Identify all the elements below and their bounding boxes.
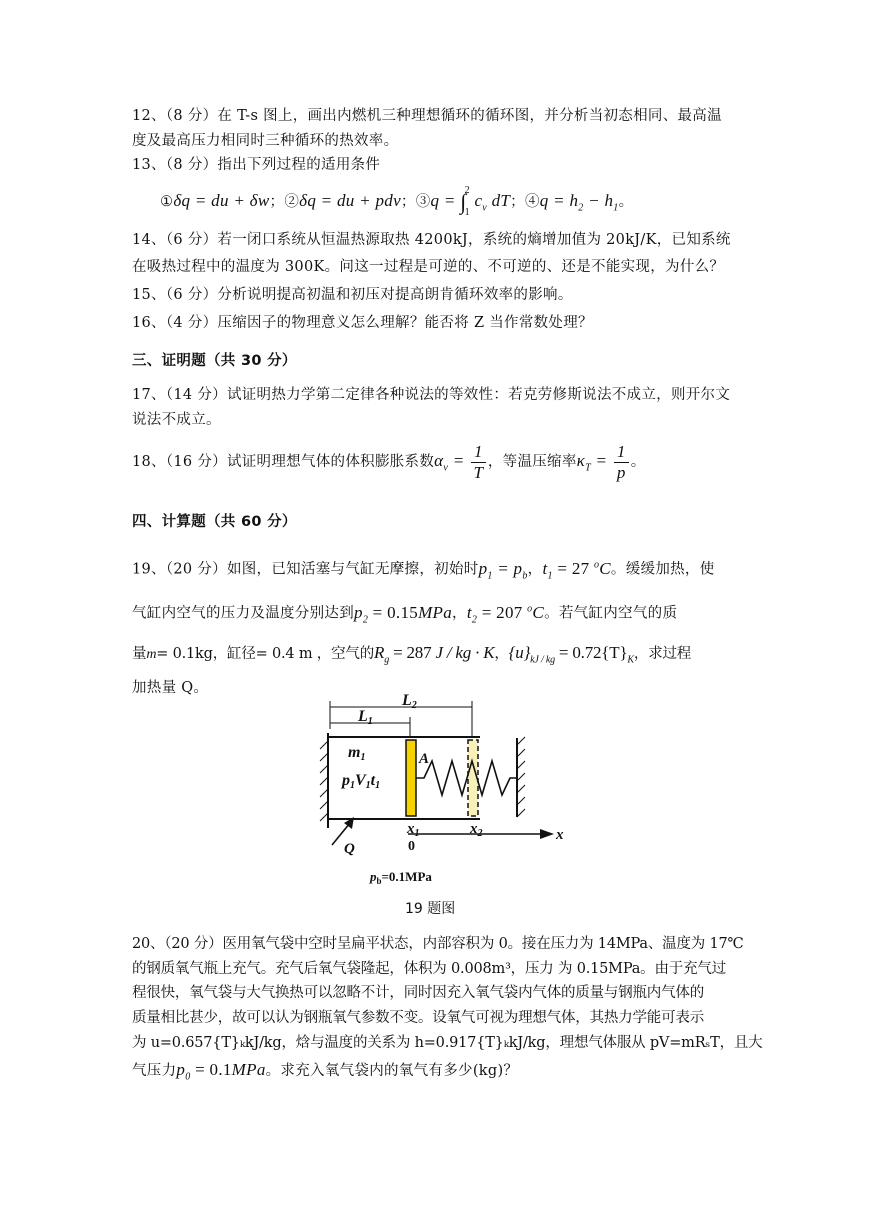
fraction-1-over-p <box>614 442 629 483</box>
q20-text: 气压力 <box>132 1063 177 1079</box>
formula-mark-1: ① <box>160 194 174 210</box>
q19-text: 19、（20 分）如图，已知活塞与气缸无摩擦，初始时 <box>132 561 479 578</box>
kappa-symbol: κ <box>576 451 586 470</box>
formula-1: δq = du + δw <box>173 191 270 210</box>
q14-line2: 在吸热过程中的温度为 300K。问这一过程是可逆的、不可逆的、还是不能实现，为什么？ <box>132 259 725 275</box>
q19-math <box>542 558 611 582</box>
label-x2: $x_2$ <box>470 821 483 839</box>
integral-lower: 1 <box>464 207 470 219</box>
m: MPa <box>231 1060 266 1079</box>
m: C <box>532 602 545 622</box>
label-x-axis: x <box>556 827 564 843</box>
q19-math <box>478 558 528 582</box>
right-wall-hatch <box>517 737 525 817</box>
m: t <box>466 602 472 622</box>
formula-3-body: c <box>474 191 483 210</box>
m: MPa <box>418 602 453 622</box>
alpha-sub: v <box>443 462 449 474</box>
m: C <box>599 558 611 578</box>
m: m <box>146 647 157 662</box>
m: = 0.72{T} <box>554 643 628 662</box>
m: p <box>176 1060 186 1079</box>
label-zero: 0 <box>408 839 415 854</box>
formula-2: δq = du + pdv <box>299 191 401 210</box>
piston-x1 <box>406 740 416 816</box>
q20-line6 <box>132 1060 518 1087</box>
frac-numerator: 1 <box>471 442 486 463</box>
s: 2 <box>471 614 478 626</box>
q16-line1: 16、（4 分）压缩因子的物理意义怎么理解？能否将 Z 当作常数处理？ <box>132 315 593 331</box>
piston-cylinder-diagram <box>312 693 572 893</box>
formula-end: 。 <box>618 194 634 210</box>
label-m1: m1 <box>348 744 366 763</box>
deg: o <box>593 559 600 570</box>
m: = 0.15 <box>368 602 419 622</box>
formula-3-tail: dT <box>487 191 511 210</box>
formula-mark-4: ④ <box>524 194 540 210</box>
section-4-title: 四、计算题（共 60 分） <box>132 514 297 530</box>
q20-line1: 20、（20 分）医用氧气袋中空时呈扁平状态，内部容积为 0。接在压力为 14MPa、温度为 17℃ <box>132 936 744 952</box>
formula-mark-2: ② <box>284 194 300 210</box>
section-3-title: 三、证明题（共 30 分） <box>132 353 297 369</box>
m: J / kg · K <box>435 643 495 662</box>
deg: o <box>527 603 533 614</box>
alpha-symbol: α <box>434 451 444 470</box>
label-pb: $p_b=0.1MPa$ <box>370 869 432 886</box>
kappa-T <box>576 451 612 474</box>
s: K <box>627 654 634 666</box>
frac-denominator: T <box>473 462 484 482</box>
eq-sign: = <box>448 451 470 470</box>
formula-4 <box>539 191 619 214</box>
m: p <box>354 602 363 622</box>
q20-line4: 质量相比甚少，故可以认为钢瓶氧气参数不变。设氧气可视为理想气体，其热力学能可表示 <box>132 1010 704 1026</box>
sep: ， <box>527 561 543 578</box>
q18-end: 。 <box>630 454 646 470</box>
formula-3 <box>430 185 511 219</box>
q18-line <box>132 438 646 491</box>
q13-line1: 13、（8 分）指出下列过程的适用条件 <box>132 157 381 173</box>
q19-math <box>354 602 453 626</box>
alpha-v <box>434 451 470 474</box>
q12-line1: 12、（8 分）在 T-s 图上，画出内燃机三种理想循环的循环图，并分析当初态相同、最高温 <box>132 108 722 124</box>
formula-3-sub: v <box>482 202 488 214</box>
label-state: p1V1t1 <box>342 772 381 791</box>
q19-text: 。缓缓加热，使 <box>610 561 715 578</box>
m: R <box>374 643 385 662</box>
q19-text: = 0.1kg，缸径= 0.4 m ，空气的 <box>156 646 375 662</box>
s: 1 <box>547 570 553 582</box>
eq-sign: = <box>591 451 612 470</box>
formula-4-sub2: 2 <box>578 202 584 214</box>
m: = 27 <box>552 558 594 578</box>
q20-text: 。求充入氧气袋内的氧气有多少(kg)？ <box>265 1063 519 1079</box>
formula-3-lhs: q = <box>430 191 456 210</box>
label-q: Q <box>344 841 355 857</box>
q19-text: 气缸内空气的压力及温度分别达到 <box>132 605 354 622</box>
s: 0 <box>185 1071 191 1083</box>
m: = 207 <box>477 602 528 622</box>
x-axis-arrow-icon <box>540 829 554 839</box>
formula-4-mid: − h <box>583 191 614 210</box>
s: kJ / kg <box>530 654 555 666</box>
m: t <box>542 558 548 578</box>
formula-mark-3: ③ <box>415 194 431 210</box>
q19-text: 。若气缸内空气的质 <box>544 605 678 622</box>
q13-formula-line <box>160 185 634 219</box>
q20-line3: 程很快，氧气袋与大气换热可以忽略不计，同时因充入氧气袋内气体的质量与钢瓶内气体的 <box>132 985 704 1001</box>
q19-line4: 加热量 Q。 <box>132 680 209 696</box>
kappa-sub: T <box>585 462 591 474</box>
formula-sep: ； <box>400 194 416 210</box>
left-wall-hatch <box>320 741 328 821</box>
frac-numerator: 1 <box>614 442 629 463</box>
q20-math <box>176 1060 266 1083</box>
integral-upper: 2 <box>464 185 470 197</box>
q18-text: 18、（16 分）试证明理想气体的体积膨胀系数 <box>132 454 435 470</box>
m: = 0.1 <box>190 1060 232 1079</box>
q18-mid-text: ，等温压缩率 <box>487 454 577 470</box>
label-a: A <box>419 751 430 767</box>
m: {u} <box>508 643 531 662</box>
q19-math <box>466 602 545 626</box>
q19-text: ，求过程 <box>633 646 692 662</box>
frac-denominator: p <box>616 462 626 482</box>
figure-19 <box>312 693 572 893</box>
m: = 287 <box>389 643 436 662</box>
q17-line2: 说法不成立。 <box>132 412 221 428</box>
q12-line2: 度及最高压力相同时三种循环的热效率。 <box>132 133 399 149</box>
formula-sep: ； <box>510 194 525 210</box>
q19-math <box>508 643 634 666</box>
sep: ， <box>494 646 509 662</box>
formula-sep: ； <box>269 194 285 210</box>
integral-sign-icon: ∫ <box>460 189 467 214</box>
q19-line2 <box>132 599 677 630</box>
formula-4-sub1: 1 <box>613 202 619 214</box>
formula-4-a: q = h <box>539 191 579 210</box>
spring <box>416 761 516 795</box>
m: = p <box>492 558 523 578</box>
q20-line2: 的钢质氧气瓶上充气。充气后氧气袋隆起，体积为 0.008m³，压力 为 0.15MPa。由于充气过 <box>132 961 726 977</box>
q19-math <box>374 643 495 666</box>
q19-text: 量 <box>132 646 147 662</box>
fraction-1-over-T <box>471 442 486 483</box>
q17-line1: 17、（14 分）试证明热力学第二定律各种说法的等效性：若克劳修斯说法不成立，则开尔文 <box>132 387 731 403</box>
label-l2: L2 <box>402 693 417 711</box>
q14-line1: 14、（6 分）若一闭口系统从恒温热源取热 4200kJ，系统的熵增加值为 20kJ/K，已知系统 <box>132 232 731 248</box>
s: b <box>522 570 528 582</box>
s: 2 <box>362 614 369 626</box>
label-x1: $x_1$ <box>407 821 420 839</box>
sep: ， <box>452 605 467 622</box>
q20-line5: 为 u=0.657{T}ₖkJ/kg，焓与温度的关系为 h=0.917{T}ₖkJ/kg，理想气体服从 pV=mRₛT，且大 <box>132 1035 763 1051</box>
q19-line3 <box>132 643 691 670</box>
s: 1 <box>487 570 493 582</box>
label-l1: L1 <box>358 708 373 727</box>
s: g <box>384 654 390 666</box>
figure-caption: 19 题图 <box>405 901 456 917</box>
m: p <box>478 558 488 578</box>
q19-line1 <box>132 555 715 586</box>
q15-line1: 15、（6 分）分析说明提高初温和初压对提高朗肯循环效率的影响。 <box>132 287 573 303</box>
